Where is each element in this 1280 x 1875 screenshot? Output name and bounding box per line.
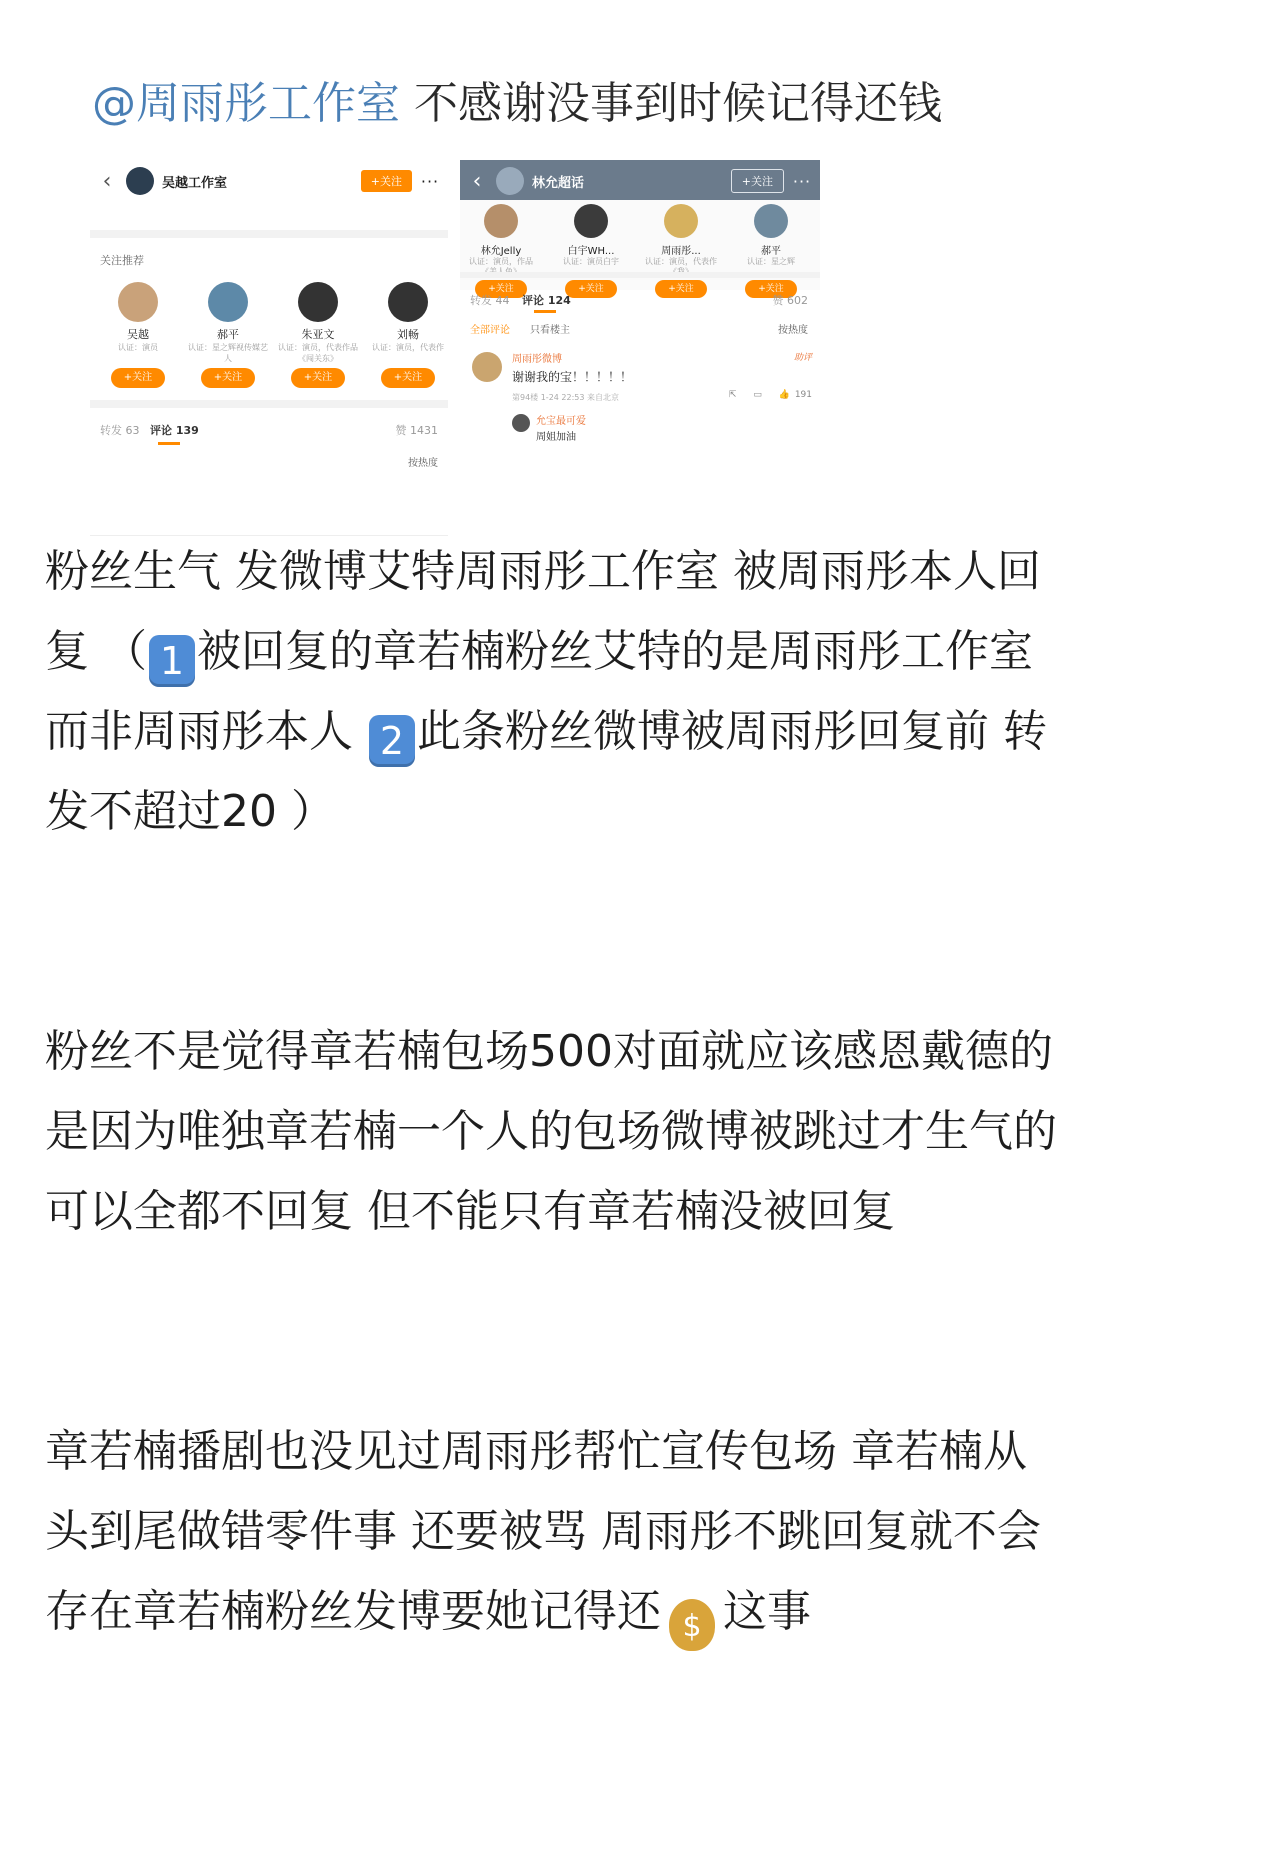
paragraph-2	[45, 1012, 1245, 1252]
recommendation-card[interactable]	[188, 280, 268, 383]
follow-button[interactable]: +关注	[201, 368, 255, 388]
chevron-left-icon[interactable]: ‹	[472, 168, 482, 194]
avatar	[298, 282, 338, 322]
screenshot-left	[90, 160, 448, 536]
comment-meta: 第94楼 1-24 22:53 来自北京	[512, 393, 620, 402]
avatar	[388, 282, 428, 322]
follow-button[interactable]: +关注	[475, 280, 527, 298]
money-bag-icon: $	[669, 1599, 715, 1651]
avatar	[574, 204, 608, 238]
avatar	[484, 204, 518, 238]
stats-bar	[460, 292, 820, 316]
post-title	[92, 72, 942, 136]
text-line: 是因为唯独章若楠一个人的包场微博被跳过才生气的	[45, 1106, 1057, 1157]
text-line	[45, 1572, 1245, 1652]
reply-icon[interactable]: ▭	[753, 390, 762, 400]
text-line	[45, 612, 1245, 692]
keycap-two-icon: 2	[369, 715, 415, 767]
follow-button[interactable]: +关注	[291, 368, 345, 388]
recommendation-name: 朱亚文	[301, 328, 335, 341]
reposts-tab[interactable]: 转发 44	[470, 294, 510, 307]
follow-button[interactable]: +关注	[745, 280, 797, 298]
follow-button[interactable]: +关注	[565, 280, 617, 298]
avatar	[754, 204, 788, 238]
member-card[interactable]	[642, 204, 720, 298]
comment-badge: 助评	[793, 353, 812, 363]
text-line: 粉丝不是觉得章若楠包场500对面就应该感恩戴德的	[45, 1026, 1053, 1077]
reply-author[interactable]: 允宝最可爱	[536, 416, 586, 427]
divider	[460, 272, 820, 278]
text-line: 章若楠播剧也没见过周雨彤帮忙宣传包场 章若楠从	[45, 1426, 1027, 1477]
text-segment: 而非周雨彤本人	[45, 706, 367, 757]
comment-text: 谢谢我的宝！！！！！	[512, 370, 633, 384]
comments-tab[interactable]: 评论 139	[150, 424, 199, 437]
comment-author[interactable]: 周雨彤微博	[512, 354, 562, 365]
active-tab-indicator	[158, 442, 180, 445]
reposts-tab[interactable]: 转发 63	[100, 424, 140, 437]
nav-bar	[460, 160, 820, 202]
recommendation-row	[90, 280, 448, 383]
avatar[interactable]	[512, 414, 530, 432]
title-text: 不感谢没事到时候记得还钱	[414, 78, 942, 129]
text-segment: 存在章若楠粉丝发博要她记得还	[45, 1586, 661, 1637]
verify-text: 认证：演员，作品	[469, 257, 533, 266]
avatar[interactable]	[472, 352, 502, 382]
stats-bar	[90, 422, 448, 446]
screenshot-right	[460, 160, 820, 535]
member-name: 周雨彤...	[661, 246, 701, 257]
more-icon[interactable]: ···	[420, 171, 440, 191]
recommendation-card[interactable]	[368, 280, 448, 383]
text-line: 粉丝生气 发微博艾特周雨彤工作室 被周雨彤本人回	[45, 546, 1041, 597]
sort-button[interactable]: 按热度	[778, 325, 808, 336]
recommendation-name: 刘畅	[397, 328, 419, 341]
text-line: 头到尾做错零件事 还要被骂 周雨彤不跳回复就不会	[45, 1506, 1041, 1557]
verify-text: 认证：星之辉视传媒艺人	[188, 343, 268, 363]
text-line: 可以全都不回复 但不能只有章若楠没被回复	[45, 1186, 895, 1237]
topic-name[interactable]: 林允超话	[532, 175, 585, 191]
recommendation-name: 郝平	[217, 328, 239, 341]
filter-host[interactable]: 只看楼主	[530, 325, 570, 336]
member-card[interactable]	[462, 204, 540, 298]
chevron-left-icon[interactable]: ‹	[102, 168, 112, 194]
follow-button[interactable]: +关注	[361, 170, 412, 192]
verify-text: 认证：演员，代表作	[645, 257, 717, 266]
member-name: 林允Jelly	[480, 246, 522, 257]
avatar	[118, 282, 158, 322]
follow-button[interactable]: +关注	[731, 169, 784, 193]
member-card[interactable]	[732, 204, 810, 298]
section-label: 关注推荐	[100, 254, 144, 267]
divider	[90, 230, 448, 238]
sort-button[interactable]: 按热度	[408, 458, 438, 469]
avatar	[664, 204, 698, 238]
paragraph-1	[45, 532, 1245, 852]
comment-actions	[715, 390, 812, 400]
follow-button[interactable]: +关注	[655, 280, 707, 298]
text-segment: 此条粉丝微博被周雨彤回复前 转	[417, 706, 1047, 757]
text-line: 发不超过20 ）	[45, 786, 335, 837]
verify-text: 认证：演员	[118, 343, 158, 352]
verify-text: 认证：演员，代表作	[372, 343, 444, 352]
likes-tab[interactable]: 赞 1431	[395, 424, 438, 437]
member-name: 白宇WH...	[567, 246, 615, 257]
avatar[interactable]	[496, 167, 524, 195]
keycap-one-icon: 1	[149, 635, 195, 687]
likes-tab[interactable]: 赞 602	[772, 294, 808, 307]
filter-all[interactable]: 全部评论	[470, 325, 510, 336]
text-segment: 复 （	[45, 626, 147, 677]
avatar	[208, 282, 248, 322]
divider	[90, 400, 448, 408]
more-icon[interactable]: ···	[792, 171, 812, 191]
like-icon[interactable]: 👍	[778, 390, 790, 400]
verify-text: 认证：演员白宇	[563, 257, 619, 266]
account-name[interactable]: 吴越工作室	[162, 175, 228, 191]
recommendation-card[interactable]	[98, 280, 178, 383]
text-segment: 被回复的章若楠粉丝艾特的是周雨彤工作室	[197, 626, 1033, 677]
verify-text: 认证：演员，代表作品《闯关东》	[278, 343, 358, 363]
recommendation-name: 吴越	[127, 328, 149, 341]
active-tab-indicator	[534, 310, 556, 313]
text-line	[45, 692, 1245, 772]
paragraph-3	[45, 1412, 1245, 1652]
follow-button[interactable]: +关注	[381, 368, 435, 388]
comment	[472, 350, 812, 450]
avatar[interactable]	[126, 167, 154, 195]
verify-text: 认证：星之辉	[747, 257, 795, 266]
member-name: 郝平	[761, 246, 781, 257]
follow-button[interactable]: +关注	[111, 368, 165, 388]
recommendation-card[interactable]	[278, 280, 358, 383]
text-segment: 这事	[723, 1586, 811, 1637]
reply-text: 周姐加油	[536, 432, 576, 443]
comments-tab[interactable]: 评论 124	[522, 294, 571, 307]
member-card[interactable]	[552, 204, 630, 298]
like-count: 191	[794, 390, 812, 400]
share-icon[interactable]: ⇱	[728, 390, 737, 400]
mention-link[interactable]: @周雨彤工作室	[92, 78, 400, 129]
nav-bar	[90, 160, 448, 202]
